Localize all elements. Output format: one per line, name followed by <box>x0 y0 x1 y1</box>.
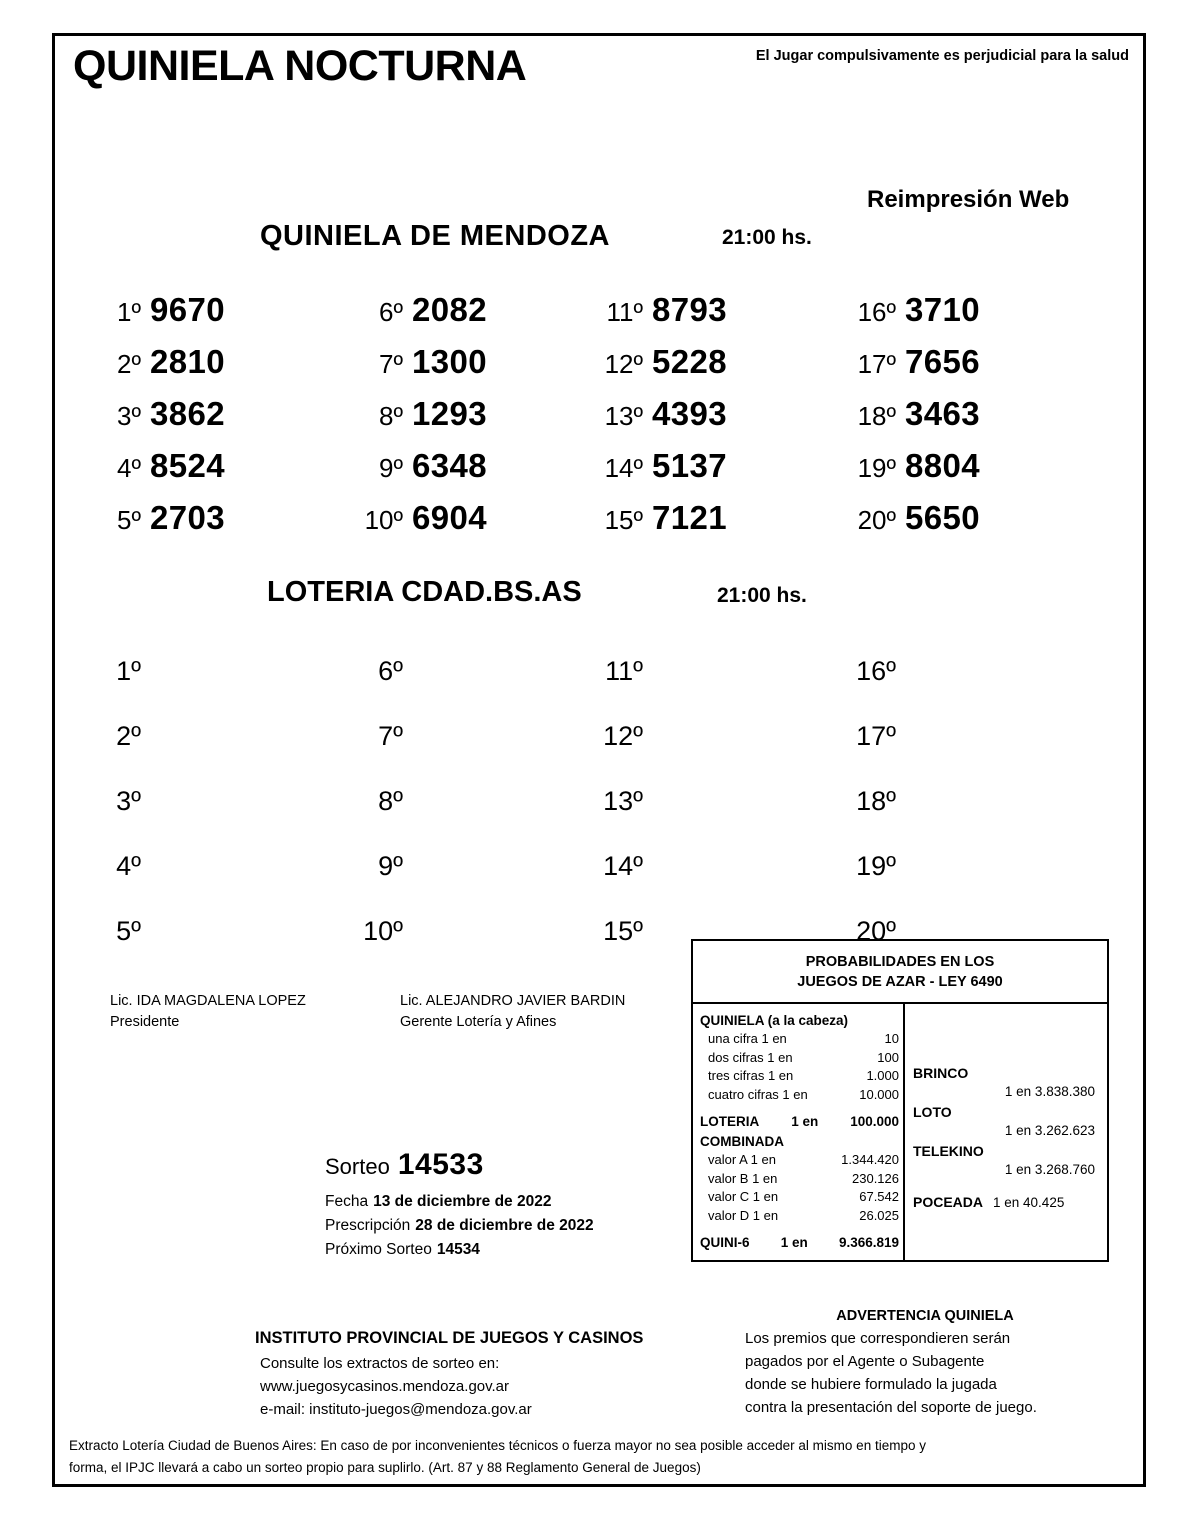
probability-row <box>700 1151 899 1170</box>
result-number: 3463 <box>905 395 981 432</box>
result-number: 3710 <box>905 291 981 328</box>
probabilities-title <box>693 941 1107 1004</box>
result-position: 17º <box>856 721 896 751</box>
result-position: 8º <box>379 401 403 431</box>
game-odds: 1 en 3.268.760 <box>1004 1162 1095 1177</box>
result-row <box>345 851 595 916</box>
loteria-label: LOTERIA <box>700 1114 760 1129</box>
probability-value: 100 <box>877 1049 899 1065</box>
advertencia-line: Los premios que correspondieren serán <box>745 1330 1011 1347</box>
probability-row <box>700 1086 899 1105</box>
results-column <box>345 656 595 981</box>
sorteo-headline <box>325 1148 705 1182</box>
instituto-line: Consulte los extractos de sorteo en: <box>260 1355 500 1372</box>
result-row <box>95 395 345 447</box>
result-position: 13º <box>604 401 643 431</box>
result-row <box>840 395 1090 447</box>
result-row <box>585 656 835 721</box>
loteria-mid: 1 en <box>791 1114 819 1129</box>
game-name: BRINCO <box>913 1065 969 1081</box>
result-number: 6348 <box>412 447 488 484</box>
advertencia-title: ADVERTENCIA QUINIELA <box>836 1308 1014 1324</box>
instituto-block <box>255 1329 725 1421</box>
game-name: TELEKINO <box>913 1143 984 1159</box>
sorteo-label: Sorteo <box>325 1154 390 1179</box>
result-row <box>840 499 1090 551</box>
result-row <box>840 343 1090 395</box>
proximo-label: Próximo Sorteo <box>325 1241 432 1258</box>
result-position: 4º <box>117 453 141 483</box>
probability-label: cuatro cifras 1 en <box>708 1086 808 1102</box>
results-column <box>840 656 1090 981</box>
probability-label: valor D 1 en <box>708 1207 779 1223</box>
result-row <box>840 291 1090 343</box>
signature-name: Lic. IDA MAGDALENA LOPEZ <box>110 993 306 1009</box>
result-number: 9670 <box>150 291 226 328</box>
game-probability <box>913 1064 1099 1101</box>
quiniela-heading: QUINIELA (a la cabeza) <box>700 1013 849 1028</box>
result-number: 5137 <box>652 447 728 484</box>
spacer <box>700 1104 899 1112</box>
result-row <box>95 916 345 981</box>
result-position: 6º <box>378 656 403 686</box>
prescripcion-label: Prescripción <box>325 1217 411 1234</box>
sorteo-block <box>325 1148 705 1262</box>
result-position: 11º <box>605 656 643 686</box>
result-position: 16º <box>857 297 896 327</box>
result-position: 2º <box>117 349 141 379</box>
results-column <box>95 656 345 981</box>
result-position: 18º <box>857 401 896 431</box>
result-position: 15º <box>603 916 643 946</box>
page-title: QUINIELA NOCTURNA <box>73 42 527 90</box>
result-number: 7121 <box>652 499 728 536</box>
result-row <box>585 851 835 916</box>
bsas-section-header <box>55 576 1143 626</box>
probability-label: valor B 1 en <box>708 1170 778 1186</box>
result-row <box>585 343 835 395</box>
signature-manager <box>400 991 625 1033</box>
result-position: 19º <box>857 453 896 483</box>
game-probability <box>913 1142 1099 1179</box>
result-row <box>95 656 345 721</box>
result-position: 7º <box>379 349 403 379</box>
result-row <box>345 786 595 851</box>
result-number: 5650 <box>905 499 981 536</box>
quini6-mid: 1 en <box>780 1235 808 1250</box>
result-row <box>95 447 345 499</box>
game-probability <box>913 1103 1099 1140</box>
result-position: 12º <box>604 349 643 379</box>
result-row <box>345 343 595 395</box>
sorteo-number: 14533 <box>397 1148 484 1181</box>
game-name: LOTO <box>913 1104 952 1120</box>
result-position: 8º <box>378 786 403 816</box>
result-position: 9º <box>379 453 403 483</box>
probability-label: valor C 1 en <box>708 1189 779 1204</box>
result-row <box>585 499 835 551</box>
result-row <box>345 721 595 786</box>
result-row <box>345 291 595 343</box>
result-position: 9º <box>378 851 403 881</box>
result-position: 4º <box>116 851 141 881</box>
result-number: 4393 <box>652 395 728 432</box>
spacer <box>700 1225 899 1233</box>
result-row <box>840 656 1090 721</box>
result-row <box>95 851 345 916</box>
result-position: 12º <box>603 721 643 751</box>
result-position: 3º <box>117 401 141 431</box>
fecha-label: Fecha <box>325 1193 369 1210</box>
probability-row <box>700 1067 899 1086</box>
probability-value: 1.000 <box>866 1068 899 1083</box>
result-position: 14º <box>603 851 643 881</box>
result-row <box>95 786 345 851</box>
instituto-title: INSTITUTO PROVINCIAL DE JUEGOS Y CASINOS <box>255 1329 644 1347</box>
poceada-probability <box>913 1193 1099 1212</box>
result-number: 2082 <box>412 291 488 328</box>
results-column <box>585 291 835 551</box>
fecha-value: 13 de diciembre de 2022 <box>373 1193 552 1210</box>
result-row <box>840 447 1090 499</box>
loteria-value: 100.000 <box>850 1114 899 1129</box>
result-row <box>585 447 835 499</box>
result-position: 14º <box>604 453 643 483</box>
result-number: 7656 <box>905 343 981 380</box>
result-position: 10º <box>363 916 403 946</box>
result-number: 6904 <box>412 499 488 536</box>
result-number: 2703 <box>150 499 226 536</box>
result-row <box>95 721 345 786</box>
result-row <box>585 786 835 851</box>
probability-value: 10.000 <box>859 1086 899 1102</box>
sorteo-fecha <box>325 1190 705 1214</box>
result-row <box>840 851 1090 916</box>
result-position: 20º <box>857 505 896 535</box>
probability-value: 10 <box>884 1031 899 1046</box>
results-column <box>95 291 345 551</box>
reimpresion-label: Reimpresión Web <box>867 186 1070 213</box>
footer-line: forma, el IPJC llevará a cabo un sorteo propio para suplirlo. (Art. 87 y 88 Reglamento General de Juegos) <box>69 1460 701 1475</box>
advertencia-line: donde se hubiere formulado la jugada <box>745 1376 997 1393</box>
sorteo-prescripcion <box>325 1214 705 1238</box>
result-position: 10º <box>364 505 403 535</box>
advertencia-line: contra la presentación del soporte de juego. <box>745 1399 1037 1416</box>
advertencia-block <box>745 1308 1105 1419</box>
footer-line: Extracto Lotería Ciudad de Buenos Aires: En caso de por inconvenientes técnicos o fuerza mayor no sea posible acceder al mismo en tiempo y <box>69 1438 926 1453</box>
signature-name: Lic. ALEJANDRO JAVIER BARDIN <box>400 993 626 1009</box>
result-number: 1300 <box>412 343 488 380</box>
result-position: 13º <box>603 786 643 816</box>
result-position: 1º <box>116 656 141 686</box>
result-number: 8804 <box>905 447 981 484</box>
result-position: 1º <box>117 297 141 327</box>
result-number: 5228 <box>652 343 728 380</box>
result-position: 11º <box>606 297 643 327</box>
probability-label: tres cifras 1 en <box>708 1068 794 1083</box>
result-position: 20º <box>856 916 896 946</box>
result-row <box>585 395 835 447</box>
signature-president <box>110 991 306 1033</box>
footer-disclaimer <box>55 1435 1143 1479</box>
gambling-warning: El Jugar compulsivamente es perjudicial para la salud <box>755 48 1129 64</box>
quini6-row <box>700 1233 899 1253</box>
page-header <box>55 36 1143 104</box>
result-row <box>840 721 1090 786</box>
probability-value: 230.126 <box>852 1170 899 1186</box>
result-row <box>95 499 345 551</box>
probability-label: dos cifras 1 en <box>708 1049 793 1065</box>
result-row <box>95 343 345 395</box>
result-row <box>345 447 595 499</box>
result-row <box>585 721 835 786</box>
probability-label: una cifra 1 en <box>708 1031 787 1046</box>
result-row <box>345 656 595 721</box>
sorteo-proximo <box>325 1238 705 1262</box>
extract-page <box>52 33 1146 1487</box>
result-number: 2810 <box>150 343 226 380</box>
probabilities-box <box>691 939 1109 1262</box>
bsas-time: 21:00 hs. <box>717 584 807 607</box>
probability-row <box>700 1170 899 1189</box>
game-name: POCEADA <box>913 1194 984 1210</box>
probability-row <box>700 1030 899 1049</box>
result-position: 2º <box>116 721 141 751</box>
game-odds: 1 en 3.262.623 <box>1004 1123 1095 1138</box>
result-position: 5º <box>117 505 141 535</box>
result-row <box>585 291 835 343</box>
result-number: 8524 <box>150 447 226 484</box>
probability-value: 26.025 <box>859 1207 899 1223</box>
result-position: 6º <box>379 297 403 327</box>
result-row <box>345 916 595 981</box>
signature-role: Presidente <box>110 1014 180 1030</box>
probabilities-title-line1: PROBABILIDADES EN LOS <box>805 954 995 970</box>
quini6-label: QUINI-6 <box>700 1235 750 1250</box>
signature-role: Gerente Lotería y Afines <box>400 1014 557 1030</box>
results-column <box>345 291 595 551</box>
result-position: 16º <box>856 656 896 686</box>
result-position: 3º <box>116 786 141 816</box>
result-row <box>345 499 595 551</box>
instituto-website[interactable]: www.juegosycasinos.mendoza.gov.ar <box>260 1378 510 1395</box>
result-row <box>840 786 1090 851</box>
probabilities-left-column <box>693 1004 905 1260</box>
mendoza-title: QUINIELA DE MENDOZA <box>260 220 610 252</box>
probability-row <box>700 1207 899 1226</box>
advertencia-line: pagados por el Agente o Subagente <box>745 1353 985 1370</box>
probability-row <box>700 1049 899 1068</box>
loteria-row <box>700 1112 899 1132</box>
probability-row <box>700 1188 899 1207</box>
result-number: 3862 <box>150 395 226 432</box>
combinada-heading: COMBINADA <box>700 1134 784 1149</box>
quini6-value: 9.366.819 <box>838 1235 899 1250</box>
probabilities-body <box>693 1004 1107 1260</box>
result-position: 5º <box>116 916 141 946</box>
result-row <box>95 291 345 343</box>
result-number: 1293 <box>412 395 488 432</box>
bsas-title: LOTERIA CDAD.BS.AS <box>267 576 582 608</box>
probabilities-right-column <box>905 1004 1107 1260</box>
prescripcion-value: 28 de diciembre de 2022 <box>415 1217 594 1234</box>
probability-value: 1.344.420 <box>841 1152 899 1167</box>
result-position: 15º <box>604 505 643 535</box>
game-odds: 1 en 3.838.380 <box>1004 1084 1095 1099</box>
mendoza-section-header <box>55 186 1143 256</box>
instituto-email[interactable]: e-mail: instituto-juegos@mendoza.gov.ar <box>260 1401 532 1418</box>
result-number: 8793 <box>652 291 728 328</box>
proximo-value: 14534 <box>436 1241 480 1258</box>
probabilities-title-line2: JUEGOS DE AZAR - LEY 6490 <box>797 974 1003 990</box>
result-position: 7º <box>378 721 403 751</box>
result-position: 18º <box>856 786 896 816</box>
results-column <box>585 656 835 981</box>
results-column <box>840 291 1090 551</box>
result-row <box>345 395 595 447</box>
mendoza-time: 21:00 hs. <box>722 226 812 249</box>
probability-label: valor A 1 en <box>708 1152 776 1167</box>
result-position: 17º <box>857 349 896 379</box>
probability-value: 67.542 <box>859 1189 899 1204</box>
game-odds: 1 en 40.425 <box>993 1195 1065 1210</box>
result-position: 19º <box>856 851 896 881</box>
